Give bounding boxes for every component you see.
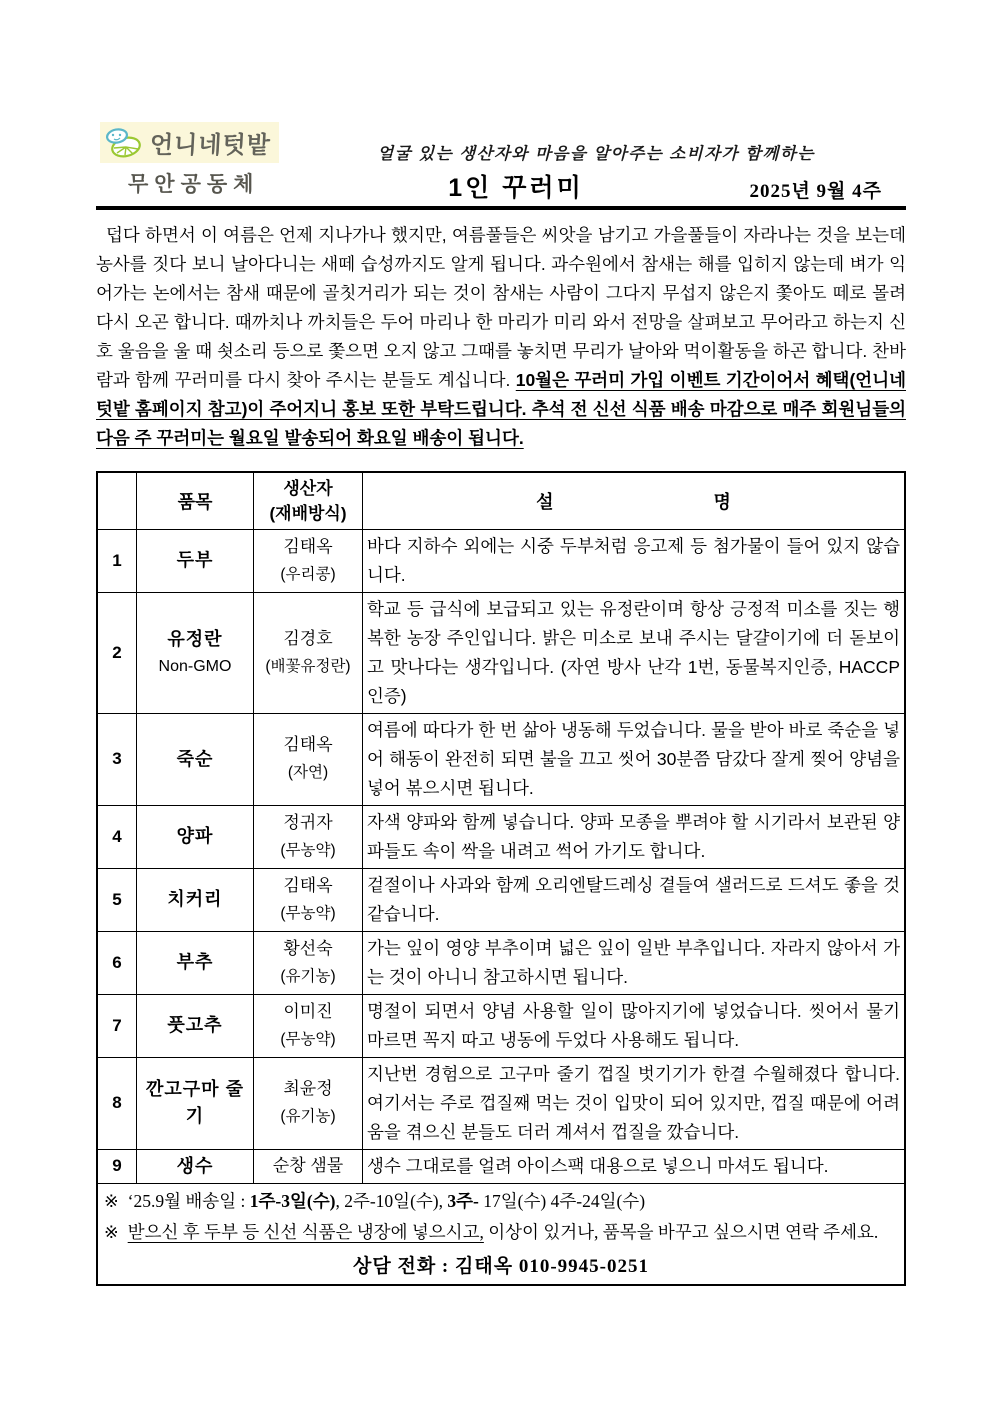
footnote <box>102 1186 900 1217</box>
producer: 정귀자 (무농약) <box>254 805 363 868</box>
cultivation-method: (자연) <box>287 764 329 781</box>
product-description: 여름에 따다가 한 번 삶아 냉동해 두었습니다. 물을 받아 바로 죽순을 넣어 해동이 완전히 되면 불을 끄고 씻어 30분쯤 담갔다 잘게 찢어 양념을 넣어 볶으시면 됩니다. <box>363 713 906 805</box>
header <box>96 118 906 210</box>
header-producer-line2: (재배방식) <box>269 503 347 523</box>
table-row <box>97 713 905 805</box>
table-row <box>97 994 905 1057</box>
producer: 김태옥 (무농약) <box>254 868 363 931</box>
slogan: 얼굴 있는 생산자와 마음을 알아주는 소비자가 함께하는 <box>377 145 815 163</box>
producer: 김태옥 (우리콩) <box>254 529 363 592</box>
table-foot <box>97 1183 905 1285</box>
table-row <box>97 931 905 994</box>
intro-text: 덥다 하면서 이 여름은 언제 지나가나 했지만, 여름풀들은 씨앗을 남기고 가을풀들이 자라나는 것을 보는데 농사를 짓다 보니 날아다니는 새떼 습성까지도 알게 됩니다. 과수원에서 참새는 해를 입히지 않는데 벼가 익어가는 논에서는 참새 때문에 골칫거리가 되는 것이 참새는 사람이 그다지 무섭지 않은지 쫓아도 떼로 몰려 다시 오곤 합니다. 때까치나 까치들은 두어 마리나 한 마리가 미리 와서 전망을 살펴보고 무어라고 하는지 신호 울음을 울 때 쇳소리 등으로 쫓으면 오지 않고 그때를 놓치면 무리가 날아와 먹이활동을 하곤 합니다. 찬바람과 함께 꾸러미를 다시 찾아 주시는 분들도 계십니다. <box>96 225 906 390</box>
table-row <box>97 592 905 713</box>
producer: 순창 샘물 <box>254 1149 363 1183</box>
product-no: 7 <box>97 994 137 1057</box>
product-description: 명절이 되면서 양념 사용할 일이 많아지기에 넣었습니다. 씻어서 물기 마르면 꼭지 따고 냉동에 두었다 사용해도 됩니다. <box>363 994 906 1057</box>
product-no: 2 <box>97 592 137 713</box>
products-table <box>96 471 906 1286</box>
logo <box>100 122 300 198</box>
header-no <box>97 472 137 530</box>
table-row <box>97 1149 905 1183</box>
product-description: 겉절이나 사과와 함께 오리엔탈드레싱 곁들여 샐러드로 드셔도 좋을 것 같습니다. <box>363 868 906 931</box>
cultivation-method: (무농약) <box>280 841 336 859</box>
table-row <box>97 529 905 592</box>
header-producer-line1: 생산자 <box>283 478 333 498</box>
logo-badge <box>100 122 279 163</box>
logo-subtitle: 무안공동체 <box>128 172 260 196</box>
header-producer <box>254 472 363 530</box>
product-name-subtitle: Non-GMO <box>158 657 232 675</box>
product-name: 유정란 Non-GMO <box>137 592 254 713</box>
product-description: 학교 등 급식에 보급되고 있는 유정란이며 항상 긍정적 미소를 짓는 행복한 농장 주인입니다. 밝은 미소로 보내 주시는 달걀이기에 더 돋보이고 맛나다는 생각입니다. (자연 방사 난각 1번, 동물복지인증, HACCP 인증) <box>363 592 906 713</box>
header-row <box>97 472 905 530</box>
cultivation-method: (우리콩) <box>280 565 336 583</box>
cultivation-method: (유기농) <box>280 1108 336 1125</box>
producer: 최윤정 (유기농) <box>254 1057 363 1149</box>
footnotes <box>102 1186 900 1248</box>
cultivation-method: (유기농) <box>280 967 336 985</box>
product-name: 양파 <box>137 805 254 868</box>
product-no: 1 <box>97 529 137 592</box>
table-head <box>97 472 905 530</box>
contact-phone: 상담 전화 : 김태옥 010-9945-0251 <box>353 1255 649 1277</box>
farm-logo-icon <box>104 127 146 159</box>
product-name: 죽순 <box>137 713 254 805</box>
product-no: 5 <box>97 868 137 931</box>
table-row <box>97 805 905 868</box>
product-name: 풋고추 <box>137 994 254 1057</box>
table-row <box>97 868 905 931</box>
cultivation-method: (무농약) <box>280 1030 336 1048</box>
product-description: 가는 잎이 영양 부추이며 넓은 잎이 일반 부추입니다. 자라지 않아서 가는 것이 아니니 참고하시면 됩니다. <box>363 931 906 994</box>
reference-mark: ※ <box>104 1221 119 1242</box>
footer-row <box>97 1183 905 1285</box>
product-name: 깐고구마 줄기 <box>137 1057 254 1149</box>
product-name: 생수 <box>137 1149 254 1183</box>
product-description: 바다 지하수 외에는 시중 두부처럼 응고제 등 첨가물이 들어 있지 않습니다. <box>363 529 906 592</box>
product-no: 4 <box>97 805 137 868</box>
product-description: 생수 그대로를 얼려 아이스팩 대용으로 넣으니 마셔도 됩니다. <box>363 1149 906 1183</box>
intro-paragraph <box>96 221 906 453</box>
products-body <box>97 529 905 1183</box>
product-name: 두부 <box>137 529 254 592</box>
product-description: 지난번 경험으로 고구마 줄기 껍질 벗기기가 한결 수월해졌다 합니다. 여기서는 주로 껍질째 먹는 것이 입맛이 되어 있지만, 껍질 때문에 어려움을 겪으신 분들도 더러 계셔서 껍질을 깠습니다. <box>363 1057 906 1149</box>
page-title: 1인 꾸러미 <box>448 174 584 202</box>
header-desc-char1: 설 <box>536 491 554 512</box>
cultivation-method: (배꽃유정란) <box>265 657 351 675</box>
issue-date: 2025년 9월 4주 <box>749 181 882 202</box>
producer: 황선숙 (유기농) <box>254 931 363 994</box>
footnote <box>102 1217 900 1248</box>
producer: 이미진 (무농약) <box>254 994 363 1057</box>
footnote-text: 받으신 후 두부 등 신선 식품은 냉장에 넣으시고, 이상이 있거나, 품목을 바꾸고 싶으시면 연락 주세요. <box>127 1221 879 1242</box>
footnote-text: ‘25.9월 배송일 : 1주-3일(수), 2주-10일(수), 3주- 17일(수) 4주-24일(수) <box>127 1190 646 1211</box>
product-name: 부추 <box>137 931 254 994</box>
cultivation-method: (무농약) <box>280 904 336 922</box>
product-no: 9 <box>97 1149 137 1183</box>
header-description <box>363 472 906 530</box>
header-item: 품목 <box>137 472 254 530</box>
product-description: 자색 양파와 함께 넣습니다. 양파 모종을 뿌려야 할 시기라서 보관된 양파들도 속이 싹을 내려고 썩어 가기도 합니다. <box>363 805 906 868</box>
table-row <box>97 1057 905 1149</box>
logo-title: 언니네텃밭 <box>149 132 272 159</box>
footer-cell <box>97 1183 905 1285</box>
producer: 김경호 (배꽃유정란) <box>254 592 363 713</box>
product-name: 치커리 <box>137 868 254 931</box>
reference-mark: ※ <box>104 1190 119 1211</box>
header-desc-char2: 명 <box>713 491 731 512</box>
intro-highlight: 10월은 꾸러미 가입 이벤트 기간이어서 혜택(언니네텃밭 홈페이지 참고)이 주어지니 홍보 또한 부탁드립니다. 추석 전 신선 식품 배송 마감으로 매주 회원님들의 다음 주 꾸러미는 월요일 발송되어 화요일 배송이 됩니다. <box>96 370 906 448</box>
product-no: 3 <box>97 713 137 805</box>
producer: 김태옥 (자연) <box>254 713 363 805</box>
product-no: 6 <box>97 931 137 994</box>
product-no: 8 <box>97 1057 137 1149</box>
